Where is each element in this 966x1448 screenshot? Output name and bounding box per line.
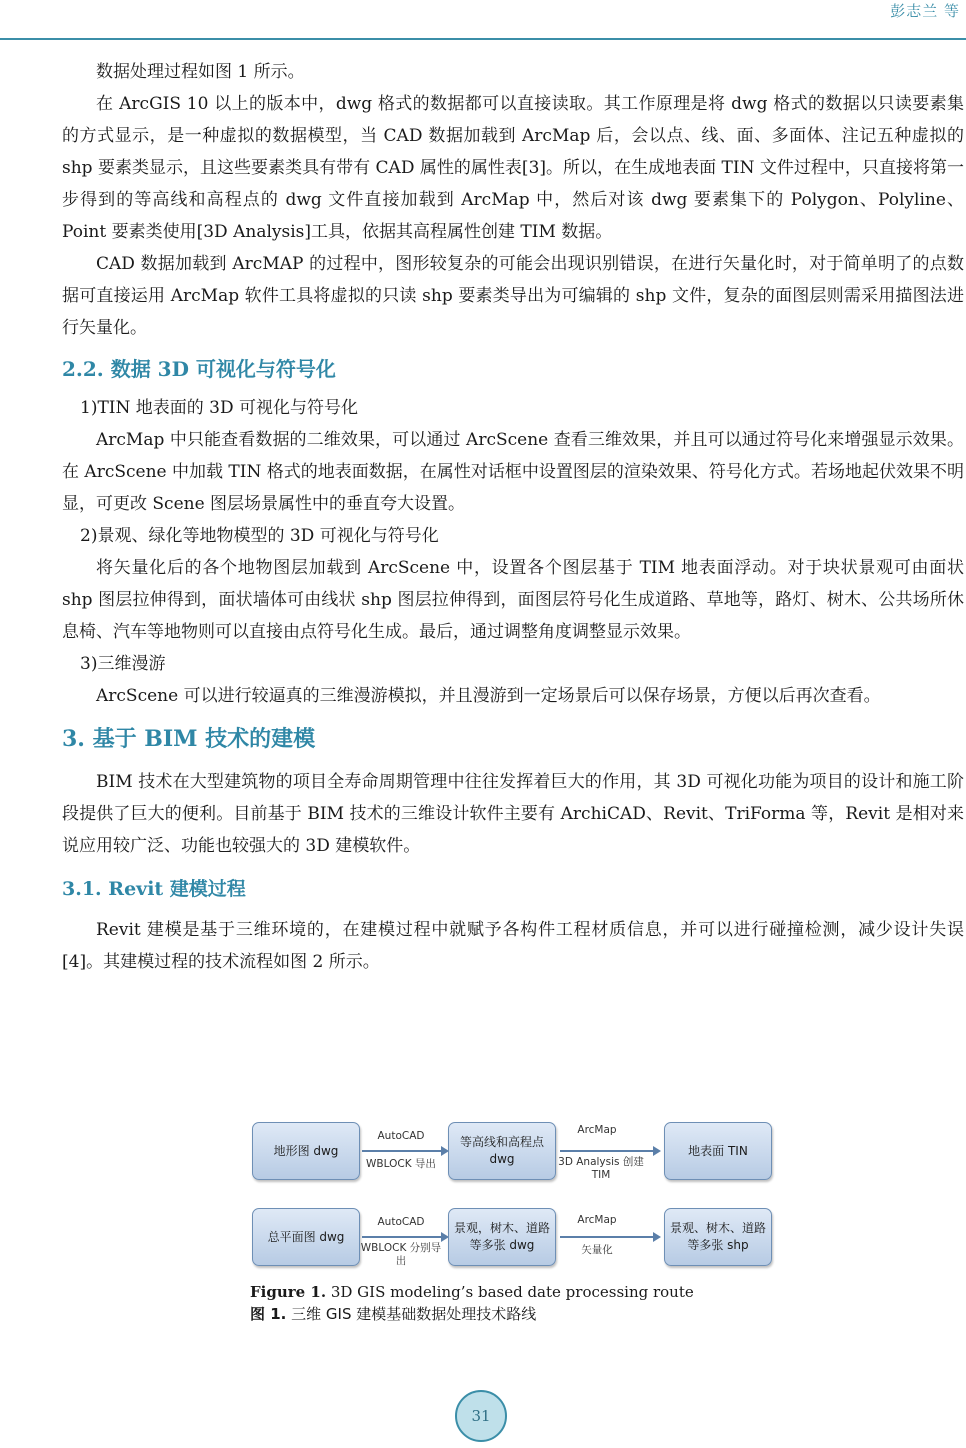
figure-caption-en-label: Figure 1. bbox=[250, 1283, 327, 1301]
flow-arrow bbox=[362, 1236, 442, 1238]
page-number: 31 bbox=[455, 1390, 507, 1442]
paragraph: ArcMap 中只能查看数据的二维效果，可以通过 ArcScene 查看三维效果，并且可以通过符号化来增强显示效果。在 ArcScene 中加载 TIN 格式的地表面数据，在属性对话框中设置图层的渲染效果、符号化方式。若场地起伏效果不明显，可更改 Scene 图层场景属性中的垂直夸大设置。 bbox=[62, 430, 964, 514]
flow-box-contour-dwg: 等高线和高程点 dwg bbox=[448, 1122, 556, 1180]
list-item: 3)三维漫游 bbox=[80, 654, 166, 674]
paragraph: CAD 数据加载到 ArcMAP 的过程中，图形较复杂的可能会出现识别错误，在进行矢量化时，对于简单明了的点数据可直接运用 ArcMap 软件工具将虚拟的只读 shp 要素类导出为可编辑的 shp 文件，复杂的面图层则需采用描图法进行矢量化。 bbox=[62, 254, 964, 338]
flow-label: 3D Analysis 创建 TIM bbox=[558, 1156, 644, 1181]
flow-arrow bbox=[560, 1236, 654, 1238]
header-rule bbox=[0, 38, 966, 40]
figure-caption-zh bbox=[250, 1304, 536, 1324]
flow-label: ArcMap bbox=[577, 1214, 617, 1226]
flow-label: AutoCAD bbox=[377, 1216, 425, 1228]
header-author: 彭志兰 等 bbox=[890, 2, 960, 20]
paragraph: Revit 建模是基于三维环境的，在建模过程中就赋予各构件工程材质信息，并可以进行碰撞检测，减少设计失误[4]。其建模过程的技术流程如图 2 所示。 bbox=[62, 920, 964, 972]
flow-label: AutoCAD bbox=[377, 1130, 425, 1142]
paragraph: BIM 技术在大型建筑物的项目全寿命周期管理中往往发挥着巨大的作用，其 3D 可视化功能为项目的设计和施工阶段提供了巨大的便利。目前基于 BIM 技术的三维设计软件主要有 ArchiCAD、Revit、TriForma 等，Revit 是相对来说应用较广泛、功能也较强大的 3D 建模软件。 bbox=[62, 772, 964, 856]
flow-label: WBLOCK 分别导出 bbox=[360, 1242, 442, 1267]
flow-label: ArcMap bbox=[577, 1124, 617, 1136]
list-item: 2)景观、绿化等地物模型的 3D 可视化与符号化 bbox=[80, 526, 439, 546]
section-heading-2-2: 2.2. 数据 3D 可视化与符号化 bbox=[62, 357, 336, 381]
flow-box-topographic-dwg: 地形图 dwg bbox=[252, 1122, 360, 1180]
section-heading-3-1: 3.1. Revit 建模过程 bbox=[62, 878, 246, 900]
flow-box-landscape-dwg: 景观，树木、道路等多张 dwg bbox=[448, 1208, 556, 1266]
figure-caption-en-text: 3D GIS modeling’s based date processing route bbox=[326, 1283, 694, 1301]
flow-box-landscape-shp: 景观、树木、道路等多张 shp bbox=[664, 1208, 772, 1266]
list-item: 1)TIN 地表面的 3D 可视化与符号化 bbox=[80, 398, 359, 418]
flow-arrow bbox=[560, 1150, 654, 1152]
paragraph: ArcScene 可以进行较逼真的三维漫游模拟，并且漫游到一定场景后可以保存场景，方便以后再次查看。 bbox=[96, 686, 881, 706]
flowchart-figure bbox=[250, 1114, 780, 1284]
main-content bbox=[62, 56, 964, 978]
flow-box-site-plan-dwg: 总平面图 dwg bbox=[252, 1208, 360, 1266]
paragraph: 数据处理过程如图 1 所示。 bbox=[96, 62, 305, 82]
flow-box-surface-tin: 地表面 TIN bbox=[664, 1122, 772, 1180]
flow-label: WBLOCK 导出 bbox=[366, 1158, 436, 1170]
flow-label: 矢量化 bbox=[581, 1244, 613, 1256]
figure-caption-zh-text: 三维 GIS 建模基础数据处理技术路线 bbox=[286, 1305, 537, 1323]
paragraph: 在 ArcGIS 10 以上的版本中，dwg 格式的数据都可以直接读取。其工作原理是将 dwg 格式的数据以只读要素集的方式显示，是一种虚拟的数据模型，当 CAD 数据加载到 ArcMap 后，会以点、线、面、多面体、注记五种虚拟的 shp 要素类显示，且这些要素类具有带有 CAD 属性的属性表[3]。所以，在生成地表面 TIN 文件过程中，只直接将第一步得到的等高线和高程点的 dwg 文件直接加载到 ArcMap 中，然后对该 dwg 要素集下的 Polygon、Polyline、Point 要素类使用[3D Analysis]工具，依据其高程属性创建 TIM 数据。 bbox=[62, 94, 964, 242]
flow-arrow bbox=[362, 1150, 442, 1152]
paragraph: 将矢量化后的各个地物图层加载到 ArcScene 中，设置各个图层基于 TIM 地表面浮动。对于块状景观可由面状 shp 图层拉伸得到，面状墙体可由线状 shp 图层拉伸得到，面图层符号化生成道路、草地等，路灯、树木、公共场所休息椅、汽车等地物则可以直接由点符号化生成。最后，通过调整角度调整显示效果。 bbox=[62, 558, 964, 642]
figure-caption-en bbox=[250, 1282, 694, 1302]
section-heading-3: 3. 基于 BIM 技术的建模 bbox=[62, 726, 316, 752]
figure-caption-zh-label: 图 1. bbox=[250, 1305, 287, 1323]
